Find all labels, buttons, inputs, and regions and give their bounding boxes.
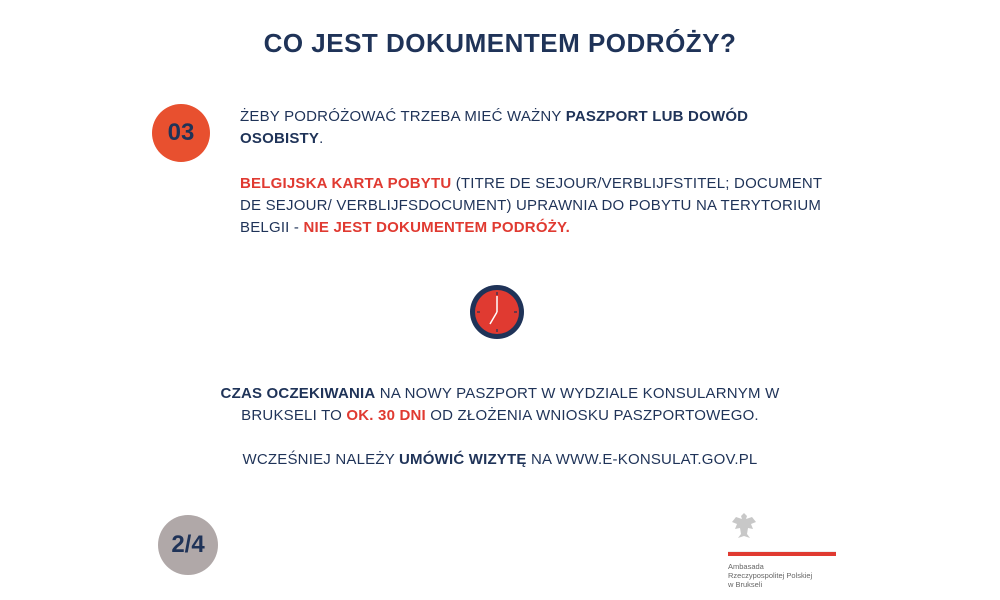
appointment-text [0,449,1000,471]
emphasis: UMÓWIĆ WIZYTĘ [399,451,527,468]
page-title: CO JEST DOKUMENTEM PODRÓŻY? [263,28,737,58]
waiting-time-text [0,383,1000,427]
text: WCZEŚNIEJ NALEŻY [242,451,399,468]
step-number-badge: 03 [152,104,210,162]
logo-text: Ambasada [728,562,764,571]
page-indicator: 2/4 [158,515,218,575]
highlight: BELGIJSKA KARTA POBYTU [240,175,452,192]
text: ŻEBY PODRÓŻOWAĆ TRZEBA MIEĆ WAŻNY [240,108,566,125]
website-link: NA WWW.E-KONSULAT.GOV.PL [526,451,758,468]
text: (TITRE DE SEJOUR/VERBLIJFSTITEL; DOCUMENT DE SEJOUR/ VERBLIJFSDOCUMENT) UPRAWNIA DO POBYTU NA TERYTORIUM BELGII - [240,175,823,236]
flag-stripe [728,551,836,556]
highlight: OK. 30 DNI [346,407,426,424]
passport-requirement-text [240,106,810,150]
text: . [319,130,324,147]
text: OD ZŁOŻENIA WNIOSKU PASZPORTOWEGO. [425,407,759,424]
highlight: NIE JEST DOKUMENTEM PODRÓŻY. [303,219,570,236]
eagle-emblem-icon [730,510,758,540]
logo-text: w Brukseli [728,580,763,589]
residence-card-text [240,173,840,239]
clock-icon [469,284,525,340]
emphasis: PASZPORT LUB DOWÓD OSOBISTY [240,108,749,147]
emphasis: CZAS OCZEKIWANIA [220,385,376,402]
logo-text: Rzeczypospolitej Polskiej [728,571,813,580]
embassy-logo [728,510,836,589]
text: NA NOWY PASZPORT W WYDZIALE KONSULARNYM W BRUKSELI TO [241,385,780,424]
